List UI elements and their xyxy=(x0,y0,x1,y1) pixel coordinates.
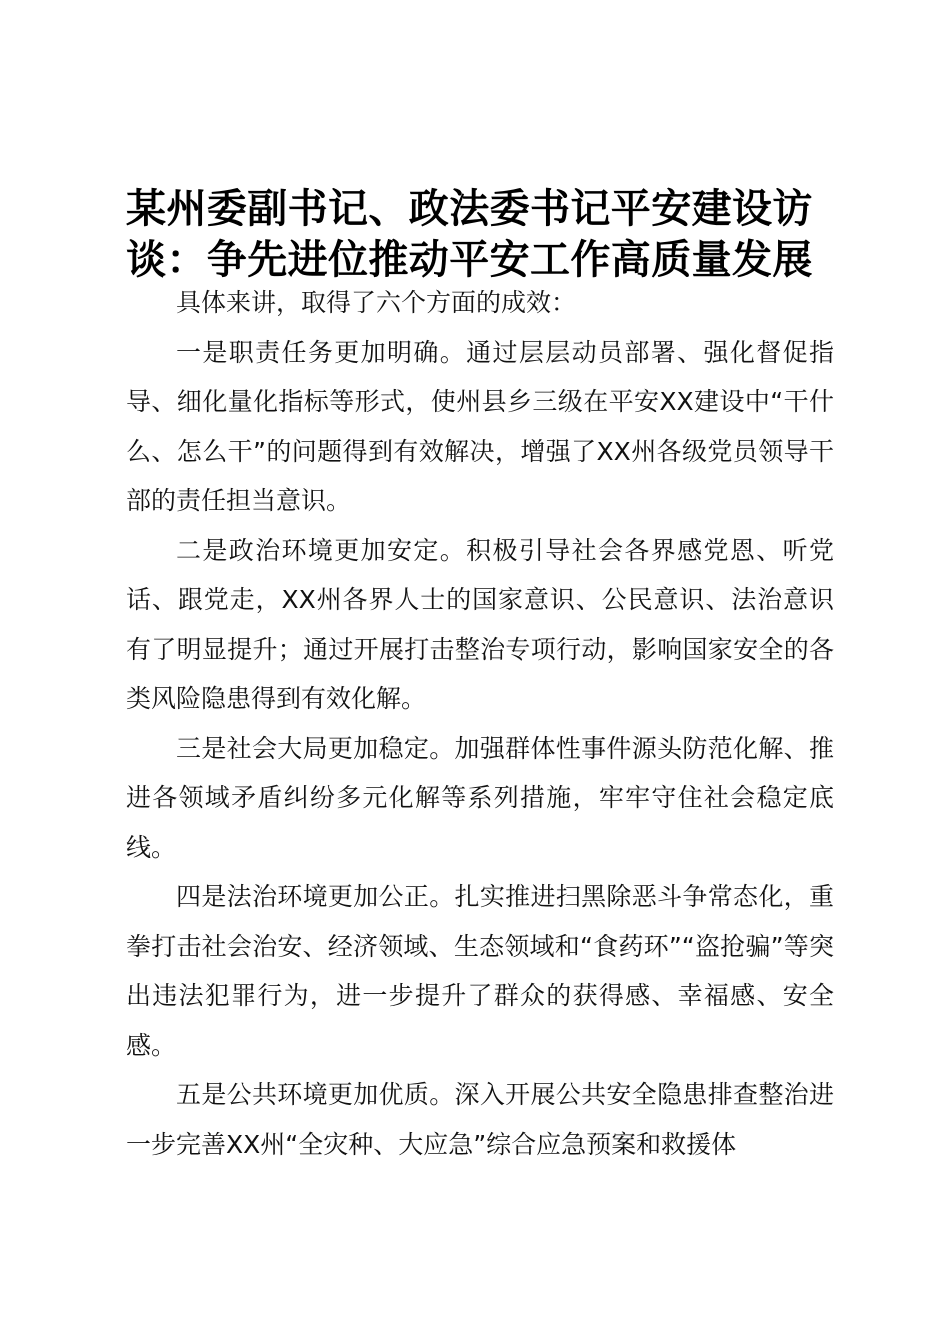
title-line-2: 谈：争先进位推动平安工作高质量发展 xyxy=(126,236,813,283)
paragraph-5: 五是公共环境更加优质。深入开展公共安全隐患排查整治进一步完善XX州“全灾种、大应急”综合应急预案和救援体 xyxy=(126,1080,834,1159)
paragraph-intro: 具体来讲，取得了六个方面的成效： xyxy=(176,288,577,317)
paragraph-4: 四是法治环境更加公正。扎实推进扫黑除恶斗争常态化，重拳打击社会治安、经济领域、生态领域和“食药环”“盗抢骗”等突出违法犯罪行为，进一步提升了群众的获得感、幸福感、安全感。 xyxy=(126,882,834,1060)
document-title xyxy=(126,183,836,285)
paragraph-2: 二是政治环境更加安定。积极引导社会各界感党恩、听党话、跟党走，XX州各界人士的国家意识、公民意识、法治意识有了明显提升；通过开展打击整治专项行动，影响国家安全的各类风险隐患得到有效化解。 xyxy=(126,535,834,713)
title-line-1: 某州委副书记、政法委书记平安建设访 xyxy=(126,185,813,232)
paragraph-1: 一是职责任务更加明确。通过层层动员部署、强化督促指导、细化量化指标等形式，使州县乡三级在平安XX建设中“干什么、怎么干”的问题得到有效解决，增强了XX州各级党员领导干部的责任担当意识。 xyxy=(126,337,834,515)
document-body xyxy=(126,278,834,1169)
paragraph-3: 三是社会大局更加稳定。加强群体性事件源头防范化解、推进各领域矛盾纠纷多元化解等系列措施，牢牢守住社会稳定底线。 xyxy=(126,733,834,862)
